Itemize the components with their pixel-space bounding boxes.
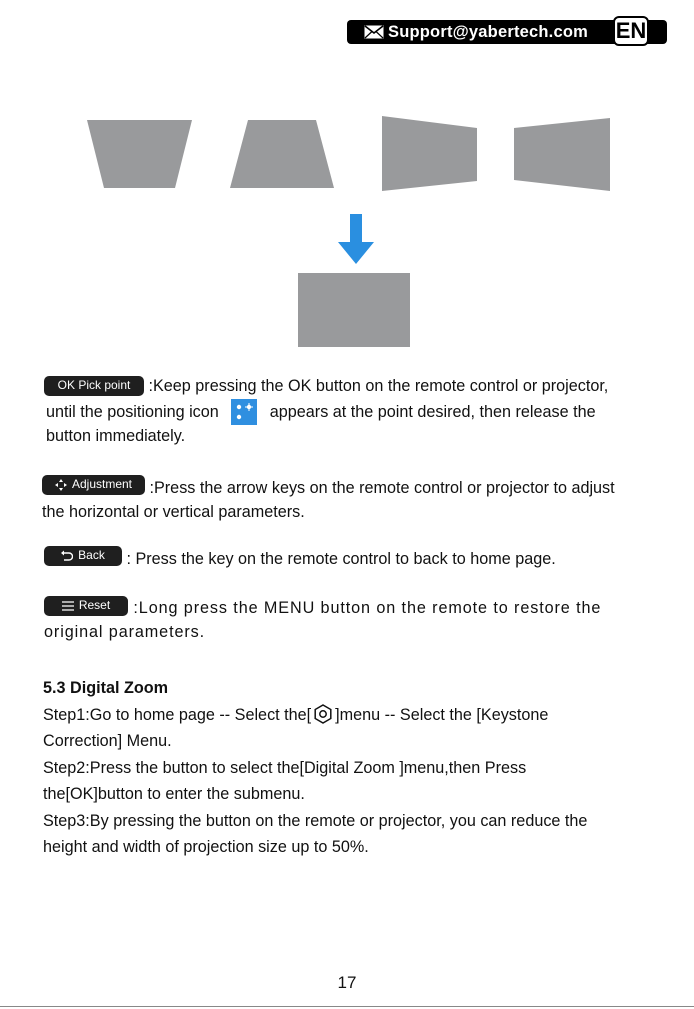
page-number: 17 <box>337 973 357 992</box>
adjustment-button: Adjustment <box>42 475 145 495</box>
trapezoid-narrow-right <box>382 116 477 191</box>
reset-instruction: Reset :Long press the MENU button on the remote to restore the original parameters. <box>44 596 644 644</box>
digital-zoom-section: 5.3 Digital Zoom Step1:Go to home page -- Select the[ ]menu -- Select the [Keystone Correction] Menu. Step2:Press the button to select the[Digital Zoom ]menu,then Press the[OK]button to enter the submenu. Step3:By pressing the button on the remote or projector, you can reduce the height and width of projection size up to 50%. <box>43 675 663 861</box>
pick-point-instruction: OK Pick point :Keep pressing the OK button on the remote control or projector, until the positioning icon appears at the point desired, then release the button immediately. <box>46 377 609 445</box>
trapezoid-narrow-left <box>514 118 610 191</box>
arrows-icon <box>55 479 67 491</box>
result-rectangle <box>298 273 410 347</box>
positioning-icon <box>231 399 257 425</box>
reset-button: Reset <box>44 596 128 616</box>
bottom-rule <box>0 1006 694 1007</box>
adjustment-instruction: Adjustment :Press the arrow keys on the remote control or projector to adjust the horizontal or vertical parameters. <box>42 475 652 524</box>
back-instruction: Back : Press the key on the remote control to back to home page. <box>44 546 644 572</box>
menu-icon <box>62 601 74 611</box>
language-badge: EN <box>613 16 649 46</box>
back-button: Back <box>44 546 122 566</box>
arrow-down-icon <box>338 214 374 264</box>
ok-pick-point-button: OK Pick point <box>44 376 144 396</box>
back-arrow-icon <box>61 550 73 562</box>
support-email: Support@yabertech.com <box>388 22 588 41</box>
gear-icon <box>313 704 333 724</box>
section-title: 5.3 Digital Zoom <box>43 679 169 697</box>
trapezoid-narrow-top <box>230 120 334 188</box>
keystone-diagram <box>0 0 694 360</box>
trapezoid-narrow-bottom <box>87 120 192 188</box>
